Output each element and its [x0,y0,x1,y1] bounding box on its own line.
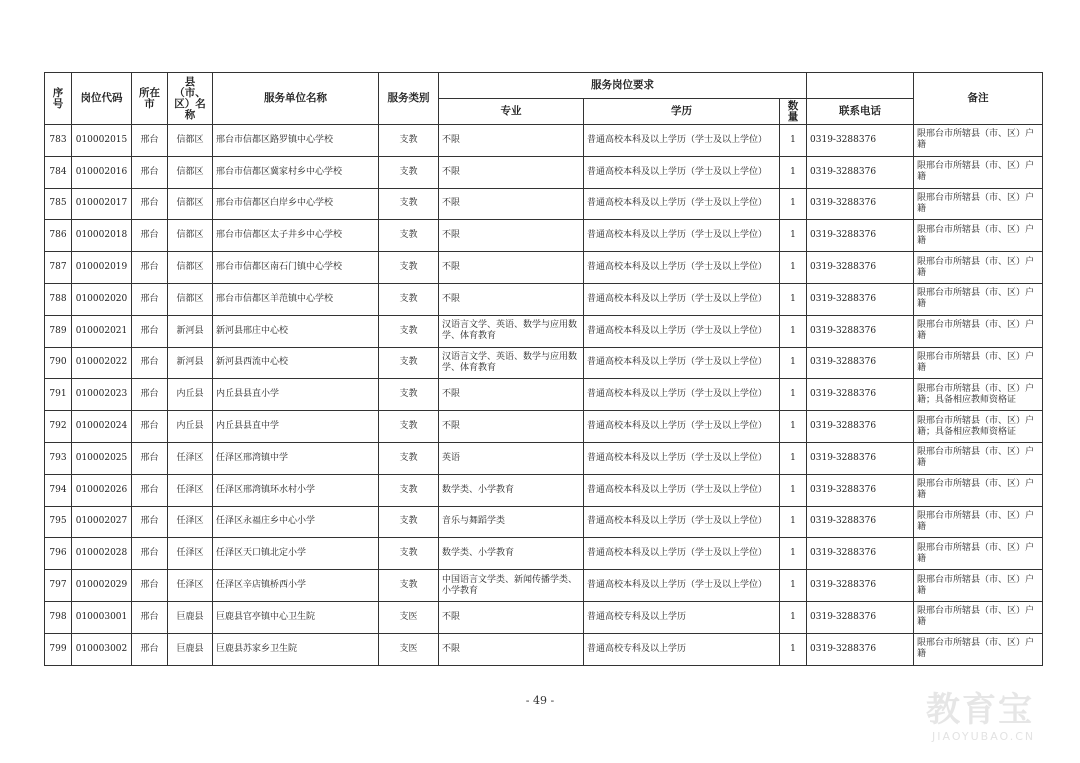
cell-remark: 限邢台市所辖县（市、区）户籍；具备相应教师资格证 [914,411,1043,443]
cell-unit: 任泽区邢湾镇中学 [213,442,379,474]
table-row [45,411,1043,443]
cell-phone: 0319-3288376 [807,601,914,633]
cell-city: 邢台 [132,156,168,188]
cell-city: 邢台 [132,601,168,633]
cell-seq: 798 [45,601,72,633]
watermark-url: JIAOYUBAO.CN [932,730,1036,743]
cell-county: 信都区 [168,252,213,284]
cell-remark: 限邢台市所辖县（市、区）户籍 [914,474,1043,506]
cell-type: 支教 [379,347,439,379]
cell-major: 不限 [439,220,584,252]
header-city: 所在市 [132,73,168,125]
cell-phone: 0319-3288376 [807,188,914,220]
table-row [45,379,1043,411]
cell-count: 1 [780,538,807,570]
cell-county: 任泽区 [168,506,213,538]
cell-remark: 限邢台市所辖县（市、区）户籍 [914,252,1043,284]
cell-education: 普通高校本科及以上学历（学士及以上学位） [584,315,780,347]
cell-county: 信都区 [168,156,213,188]
cell-type: 支教 [379,156,439,188]
cell-type: 支教 [379,188,439,220]
cell-type: 支教 [379,442,439,474]
cell-phone: 0319-3288376 [807,283,914,315]
cell-seq: 787 [45,252,72,284]
cell-type: 支教 [379,252,439,284]
cell-remark: 限邢台市所辖县（市、区）户籍 [914,601,1043,633]
cell-county: 新河县 [168,315,213,347]
watermark-logo [918,682,1068,752]
cell-city: 邢台 [132,379,168,411]
cell-county: 信都区 [168,188,213,220]
table-row [45,347,1043,379]
cell-major: 不限 [439,633,584,665]
cell-count: 1 [780,347,807,379]
cell-county: 信都区 [168,283,213,315]
cell-remark: 限邢台市所辖县（市、区）户籍 [914,570,1043,602]
cell-major: 音乐与舞蹈学类 [439,506,584,538]
cell-education: 普通高校本科及以上学历（学士及以上学位） [584,506,780,538]
table-row [45,538,1043,570]
cell-type: 支教 [379,283,439,315]
cell-city: 邢台 [132,570,168,602]
table-row [45,315,1043,347]
cell-code: 010002024 [72,411,132,443]
cell-phone: 0319-3288376 [807,538,914,570]
cell-major: 不限 [439,283,584,315]
cell-code: 010002016 [72,156,132,188]
cell-major: 不限 [439,601,584,633]
cell-seq: 790 [45,347,72,379]
header-requirements: 服务岗位要求 [439,73,807,99]
cell-county: 信都区 [168,220,213,252]
cell-county: 内丘县 [168,379,213,411]
cell-phone: 0319-3288376 [807,570,914,602]
cell-unit: 邢台市信都区白岸乡中心学校 [213,188,379,220]
cell-remark: 限邢台市所辖县（市、区）户籍 [914,315,1043,347]
cell-code: 010002021 [72,315,132,347]
cell-type: 支教 [379,538,439,570]
cell-seq: 797 [45,570,72,602]
cell-phone: 0319-3288376 [807,442,914,474]
cell-count: 1 [780,474,807,506]
cell-county: 任泽区 [168,442,213,474]
cell-major: 英语 [439,442,584,474]
cell-city: 邢台 [132,506,168,538]
cell-county: 巨鹿县 [168,601,213,633]
cell-count: 1 [780,188,807,220]
cell-unit: 内丘县县直中学 [213,411,379,443]
cell-phone: 0319-3288376 [807,156,914,188]
cell-remark: 限邢台市所辖县（市、区）户籍 [914,347,1043,379]
cell-county: 内丘县 [168,411,213,443]
header-phone-top [807,73,914,99]
cell-type: 支教 [379,506,439,538]
table-body [45,125,1043,666]
cell-phone: 0319-3288376 [807,411,914,443]
cell-city: 邢台 [132,474,168,506]
cell-phone: 0319-3288376 [807,379,914,411]
cell-major: 汉语言文学、英语、数学与应用数学、体育教育 [439,315,584,347]
table-row [45,442,1043,474]
cell-seq: 799 [45,633,72,665]
cell-seq: 783 [45,125,72,157]
table-row [45,220,1043,252]
table-row [45,188,1043,220]
cell-code: 010003002 [72,633,132,665]
cell-type: 支教 [379,379,439,411]
cell-count: 1 [780,379,807,411]
cell-type: 支教 [379,474,439,506]
cell-city: 邢台 [132,252,168,284]
cell-major: 不限 [439,252,584,284]
cell-remark: 限邢台市所辖县（市、区）户籍 [914,156,1043,188]
cell-education: 普通高校本科及以上学历（学士及以上学位） [584,411,780,443]
cell-count: 1 [780,220,807,252]
cell-count: 1 [780,156,807,188]
table-row [45,252,1043,284]
cell-type: 支教 [379,125,439,157]
cell-major: 数学类、小学教育 [439,538,584,570]
cell-count: 1 [780,315,807,347]
cell-major: 不限 [439,188,584,220]
cell-phone: 0319-3288376 [807,220,914,252]
cell-count: 1 [780,601,807,633]
cell-seq: 794 [45,474,72,506]
cell-major: 不限 [439,411,584,443]
cell-education: 普通高校本科及以上学历（学士及以上学位） [584,156,780,188]
header-seq: 序号 [45,73,72,125]
cell-code: 010002028 [72,538,132,570]
cell-code: 010002022 [72,347,132,379]
cell-unit: 邢台市信都区路罗镇中心学校 [213,125,379,157]
cell-code: 010002020 [72,283,132,315]
table-row [45,125,1043,157]
cell-city: 邢台 [132,442,168,474]
cell-seq: 786 [45,220,72,252]
cell-seq: 785 [45,188,72,220]
cell-unit: 任泽区天口镇北定小学 [213,538,379,570]
cell-education: 普通高校本科及以上学历（学士及以上学位） [584,538,780,570]
table-row [45,156,1043,188]
cell-seq: 792 [45,411,72,443]
table-row [45,633,1043,665]
cell-count: 1 [780,283,807,315]
cell-seq: 791 [45,379,72,411]
cell-county: 信都区 [168,125,213,157]
cell-major: 不限 [439,379,584,411]
cell-city: 邢台 [132,188,168,220]
table-row [45,570,1043,602]
cell-type: 支医 [379,633,439,665]
recruitment-table [44,72,1043,666]
cell-education: 普通高校本科及以上学历（学士及以上学位） [584,188,780,220]
cell-education: 普通高校本科及以上学历（学士及以上学位） [584,347,780,379]
cell-code: 010002026 [72,474,132,506]
cell-unit: 巨鹿县官亭镇中心卫生院 [213,601,379,633]
table-row [45,506,1043,538]
cell-type: 支教 [379,315,439,347]
cell-education: 普通高校本科及以上学历（学士及以上学位） [584,252,780,284]
cell-code: 010002023 [72,379,132,411]
cell-city: 邢台 [132,125,168,157]
cell-remark: 限邢台市所辖县（市、区）户籍 [914,442,1043,474]
cell-education: 普通高校本科及以上学历（学士及以上学位） [584,125,780,157]
header-major: 专业 [439,99,584,125]
cell-remark: 限邢台市所辖县（市、区）户籍 [914,283,1043,315]
cell-unit: 邢台市信都区羊范镇中心学校 [213,283,379,315]
cell-type: 支教 [379,411,439,443]
cell-seq: 788 [45,283,72,315]
cell-seq: 796 [45,538,72,570]
cell-seq: 793 [45,442,72,474]
cell-type: 支教 [379,570,439,602]
cell-unit: 内丘县县直小学 [213,379,379,411]
cell-count: 1 [780,506,807,538]
cell-education: 普通高校本科及以上学历（学士及以上学位） [584,220,780,252]
cell-county: 任泽区 [168,570,213,602]
cell-code: 010002029 [72,570,132,602]
cell-count: 1 [780,411,807,443]
cell-county: 巨鹿县 [168,633,213,665]
cell-remark: 限邢台市所辖县（市、区）户籍 [914,188,1043,220]
cell-education: 普通高校本科及以上学历（学士及以上学位） [584,474,780,506]
header-type: 服务类别 [379,73,439,125]
cell-phone: 0319-3288376 [807,474,914,506]
cell-city: 邢台 [132,538,168,570]
watermark-text: 教育宝 [926,690,1034,730]
cell-count: 1 [780,442,807,474]
table-row [45,601,1043,633]
cell-education: 普通高校本科及以上学历（学士及以上学位） [584,379,780,411]
cell-city: 邢台 [132,347,168,379]
cell-education: 普通高校专科及以上学历 [584,633,780,665]
cell-city: 邢台 [132,315,168,347]
cell-phone: 0319-3288376 [807,506,914,538]
cell-unit: 任泽区辛店镇桥西小学 [213,570,379,602]
cell-remark: 限邢台市所辖县（市、区）户籍；具备相应教师资格证 [914,379,1043,411]
header-remark: 备注 [914,73,1043,125]
cell-remark: 限邢台市所辖县（市、区）户籍 [914,633,1043,665]
cell-county: 任泽区 [168,538,213,570]
table-row [45,283,1043,315]
cell-phone: 0319-3288376 [807,315,914,347]
cell-phone: 0319-3288376 [807,347,914,379]
header-phone: 联系电话 [807,99,914,125]
cell-education: 普通高校本科及以上学历（学士及以上学位） [584,570,780,602]
cell-code: 010002017 [72,188,132,220]
header-count: 数量 [780,99,807,125]
cell-unit: 邢台市信都区南石门镇中心学校 [213,252,379,284]
header-education: 学历 [584,99,780,125]
cell-unit: 任泽区永福庄乡中心小学 [213,506,379,538]
cell-code: 010002018 [72,220,132,252]
cell-major: 汉语言文学、英语、数学与应用数学、体育教育 [439,347,584,379]
cell-major: 不限 [439,156,584,188]
cell-city: 邢台 [132,283,168,315]
cell-count: 1 [780,633,807,665]
cell-code: 010002015 [72,125,132,157]
header-unit: 服务单位名称 [213,73,379,125]
cell-city: 邢台 [132,220,168,252]
cell-seq: 795 [45,506,72,538]
cell-unit: 任泽区邢湾镇环水村小学 [213,474,379,506]
cell-unit: 邢台市信都区太子井乡中心学校 [213,220,379,252]
cell-major: 数学类、小学教育 [439,474,584,506]
cell-seq: 784 [45,156,72,188]
cell-remark: 限邢台市所辖县（市、区）户籍 [914,538,1043,570]
cell-code: 010003001 [72,601,132,633]
cell-education: 普通高校本科及以上学历（学士及以上学位） [584,442,780,474]
page-number: - 49 - [525,694,555,707]
header-county: 县（市、区）名称 [168,73,213,125]
cell-count: 1 [780,125,807,157]
cell-remark: 限邢台市所辖县（市、区）户籍 [914,125,1043,157]
cell-unit: 新河县邢庄中心校 [213,315,379,347]
cell-county: 新河县 [168,347,213,379]
cell-code: 010002025 [72,442,132,474]
cell-phone: 0319-3288376 [807,125,914,157]
cell-education: 普通高校本科及以上学历（学士及以上学位） [584,283,780,315]
cell-education: 普通高校专科及以上学历 [584,601,780,633]
cell-type: 支教 [379,220,439,252]
cell-code: 010002019 [72,252,132,284]
cell-city: 邢台 [132,411,168,443]
cell-phone: 0319-3288376 [807,633,914,665]
cell-county: 任泽区 [168,474,213,506]
cell-phone: 0319-3288376 [807,252,914,284]
cell-count: 1 [780,252,807,284]
cell-remark: 限邢台市所辖县（市、区）户籍 [914,506,1043,538]
table-row [45,474,1043,506]
cell-code: 010002027 [72,506,132,538]
cell-unit: 邢台市信都区冀家村乡中心学校 [213,156,379,188]
cell-city: 邢台 [132,633,168,665]
header-code: 岗位代码 [72,73,132,125]
cell-seq: 789 [45,315,72,347]
cell-major: 中国语言文学类、新闻传播学类、小学教育 [439,570,584,602]
cell-count: 1 [780,570,807,602]
cell-remark: 限邢台市所辖县（市、区）户籍 [914,220,1043,252]
cell-type: 支医 [379,601,439,633]
cell-unit: 巨鹿县苏家乡卫生院 [213,633,379,665]
cell-unit: 新河县西流中心校 [213,347,379,379]
cell-major: 不限 [439,125,584,157]
